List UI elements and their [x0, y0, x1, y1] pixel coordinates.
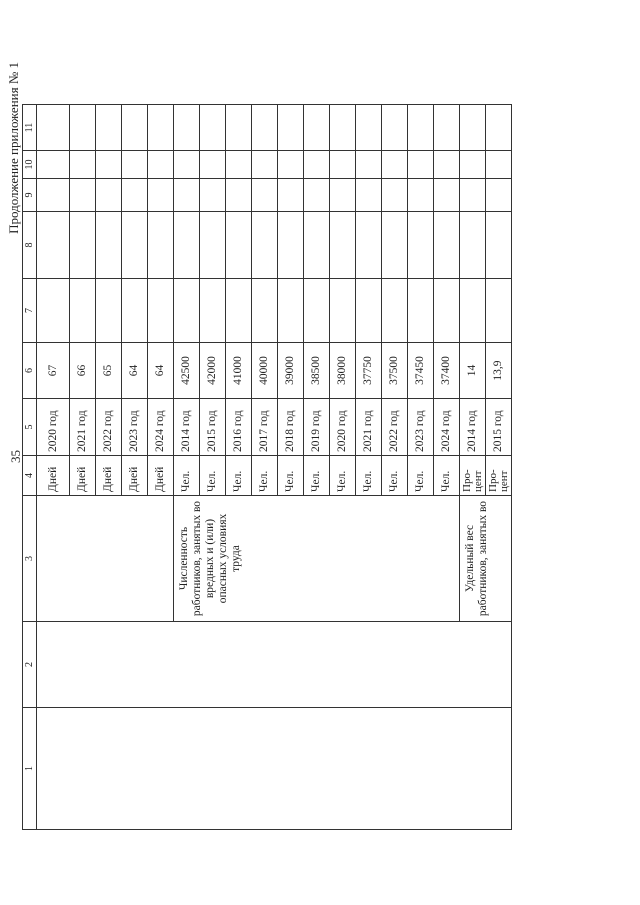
empty-cell — [148, 212, 174, 279]
empty-cell — [122, 105, 148, 151]
year-cell: 2023 год — [408, 399, 434, 456]
empty-cell — [174, 212, 200, 279]
unit-cell: Про- цент — [460, 456, 486, 496]
empty-cell — [382, 105, 408, 151]
empty-cell — [486, 179, 512, 212]
empty-cell — [37, 212, 70, 279]
year-cell: 2015 год — [486, 399, 512, 456]
unit-cell: Про- цент — [486, 456, 512, 496]
empty-cell — [200, 151, 226, 179]
empty-cell — [174, 105, 200, 151]
cell-col-2 — [37, 622, 512, 708]
column-number: 1 — [23, 708, 37, 830]
value-cell: 37450 — [408, 343, 434, 399]
value-cell: 39000 — [278, 343, 304, 399]
empty-cell — [70, 212, 96, 279]
value-cell: 65 — [96, 343, 122, 399]
year-cell: 2017 год — [252, 399, 278, 456]
value-cell: 38500 — [304, 343, 330, 399]
empty-cell — [252, 105, 278, 151]
indicator-name: Удельный вес работников, занятых во — [460, 496, 512, 622]
empty-cell — [434, 151, 460, 179]
unit-cell: Чел. — [434, 456, 460, 496]
empty-cell — [330, 279, 356, 343]
year-cell: 2021 год — [356, 399, 382, 456]
column-number: 7 — [23, 279, 37, 343]
empty-cell — [408, 151, 434, 179]
empty-cell — [37, 105, 70, 151]
empty-cell — [148, 179, 174, 212]
value-cell: 42000 — [200, 343, 226, 399]
value-cell: 38000 — [330, 343, 356, 399]
value-cell: 64 — [148, 343, 174, 399]
year-cell: 2016 год — [226, 399, 252, 456]
empty-cell — [356, 279, 382, 343]
column-number: 9 — [23, 179, 37, 212]
empty-cell — [70, 179, 96, 212]
empty-cell — [226, 279, 252, 343]
empty-cell — [96, 279, 122, 343]
empty-cell — [408, 179, 434, 212]
empty-cell — [70, 279, 96, 343]
unit-cell: Чел. — [330, 456, 356, 496]
empty-cell — [174, 179, 200, 212]
empty-cell — [200, 179, 226, 212]
empty-cell — [226, 105, 252, 151]
empty-cell — [486, 105, 512, 151]
empty-cell — [96, 151, 122, 179]
empty-cell — [278, 279, 304, 343]
empty-cell — [330, 105, 356, 151]
column-number: 4 — [23, 456, 37, 496]
value-cell: 40000 — [252, 343, 278, 399]
empty-cell — [174, 279, 200, 343]
column-number: 3 — [23, 496, 37, 622]
empty-cell — [252, 279, 278, 343]
empty-cell — [70, 105, 96, 151]
empty-cell — [408, 279, 434, 343]
empty-cell — [382, 151, 408, 179]
year-cell: 2014 год — [174, 399, 200, 456]
empty-cell — [486, 279, 512, 343]
empty-cell — [434, 179, 460, 212]
value-cell: 66 — [70, 343, 96, 399]
empty-cell — [356, 151, 382, 179]
empty-cell — [486, 212, 512, 279]
year-cell: 2022 год — [96, 399, 122, 456]
unit-cell: Чел. — [408, 456, 434, 496]
value-cell: 37400 — [434, 343, 460, 399]
empty-cell — [96, 179, 122, 212]
year-cell: 2020 год — [330, 399, 356, 456]
unit-cell: Дней — [122, 456, 148, 496]
indicator-name: Численность работников, занятых во вредных и (или) опасных условиях труда — [174, 496, 460, 622]
column-number: 6 — [23, 343, 37, 399]
empty-cell — [122, 151, 148, 179]
indicator-name — [37, 496, 174, 622]
value-cell: 14 — [460, 343, 486, 399]
column-number: 11 — [23, 105, 37, 151]
value-cell: 13,9 — [486, 343, 512, 399]
value-cell: 41000 — [226, 343, 252, 399]
empty-cell — [330, 151, 356, 179]
empty-cell — [356, 179, 382, 212]
empty-cell — [304, 105, 330, 151]
year-cell: 2014 год — [460, 399, 486, 456]
empty-cell — [460, 105, 486, 151]
column-number: 10 — [23, 151, 37, 179]
value-cell: 67 — [37, 343, 70, 399]
empty-cell — [304, 279, 330, 343]
value-cell: 64 — [122, 343, 148, 399]
empty-cell — [434, 105, 460, 151]
unit-cell: Чел. — [304, 456, 330, 496]
empty-cell — [278, 212, 304, 279]
empty-cell — [226, 151, 252, 179]
unit-cell: Чел. — [252, 456, 278, 496]
unit-cell: Чел. — [278, 456, 304, 496]
empty-cell — [148, 279, 174, 343]
year-cell: 2021 год — [70, 399, 96, 456]
column-number-row — [23, 105, 37, 830]
empty-cell — [70, 151, 96, 179]
table-row — [37, 105, 70, 830]
year-cell: 2024 год — [148, 399, 174, 456]
column-number: 2 — [23, 622, 37, 708]
empty-cell — [148, 105, 174, 151]
unit-cell: Дней — [70, 456, 96, 496]
empty-cell — [382, 279, 408, 343]
empty-cell — [408, 212, 434, 279]
empty-cell — [382, 212, 408, 279]
empty-cell — [200, 279, 226, 343]
year-cell: 2018 год — [278, 399, 304, 456]
empty-cell — [304, 151, 330, 179]
empty-cell — [37, 179, 70, 212]
empty-cell — [278, 105, 304, 151]
year-cell: 2023 год — [122, 399, 148, 456]
empty-cell — [96, 105, 122, 151]
empty-cell — [200, 105, 226, 151]
empty-cell — [304, 179, 330, 212]
empty-cell — [122, 212, 148, 279]
unit-cell: Дней — [96, 456, 122, 496]
empty-cell — [174, 151, 200, 179]
empty-cell — [148, 151, 174, 179]
column-number: 5 — [23, 399, 37, 456]
unit-cell: Чел. — [356, 456, 382, 496]
unit-cell: Чел. — [382, 456, 408, 496]
empty-cell — [252, 212, 278, 279]
empty-cell — [434, 279, 460, 343]
empty-cell — [460, 279, 486, 343]
year-cell: 2024 год — [434, 399, 460, 456]
value-cell: 37500 — [382, 343, 408, 399]
year-cell: 2022 год — [382, 399, 408, 456]
empty-cell — [122, 279, 148, 343]
empty-cell — [460, 179, 486, 212]
data-table — [22, 104, 512, 830]
year-cell: 2019 год — [304, 399, 330, 456]
value-cell: 42500 — [174, 343, 200, 399]
cell-col-1 — [37, 708, 512, 830]
empty-cell — [382, 179, 408, 212]
empty-cell — [96, 212, 122, 279]
empty-cell — [434, 212, 460, 279]
value-cell: 37750 — [356, 343, 382, 399]
unit-cell: Дней — [148, 456, 174, 496]
empty-cell — [122, 179, 148, 212]
page-number: 35 — [8, 450, 23, 463]
empty-cell — [486, 151, 512, 179]
empty-cell — [460, 212, 486, 279]
empty-cell — [37, 279, 70, 343]
empty-cell — [278, 179, 304, 212]
empty-cell — [304, 212, 330, 279]
unit-cell: Чел. — [226, 456, 252, 496]
empty-cell — [330, 212, 356, 279]
empty-cell — [252, 151, 278, 179]
empty-cell — [226, 179, 252, 212]
empty-cell — [278, 151, 304, 179]
empty-cell — [330, 179, 356, 212]
empty-cell — [252, 179, 278, 212]
appendix-caption: Продолжение приложения № 1 — [6, 62, 21, 234]
unit-cell: Чел. — [200, 456, 226, 496]
column-number: 8 — [23, 212, 37, 279]
unit-cell: Дней — [37, 456, 70, 496]
empty-cell — [408, 105, 434, 151]
year-cell: 2015 год — [200, 399, 226, 456]
empty-cell — [356, 105, 382, 151]
empty-cell — [460, 151, 486, 179]
empty-cell — [226, 212, 252, 279]
empty-cell — [200, 212, 226, 279]
unit-cell: Чел. — [174, 456, 200, 496]
year-cell: 2020 год — [37, 399, 70, 456]
empty-cell — [37, 151, 70, 179]
empty-cell — [356, 212, 382, 279]
